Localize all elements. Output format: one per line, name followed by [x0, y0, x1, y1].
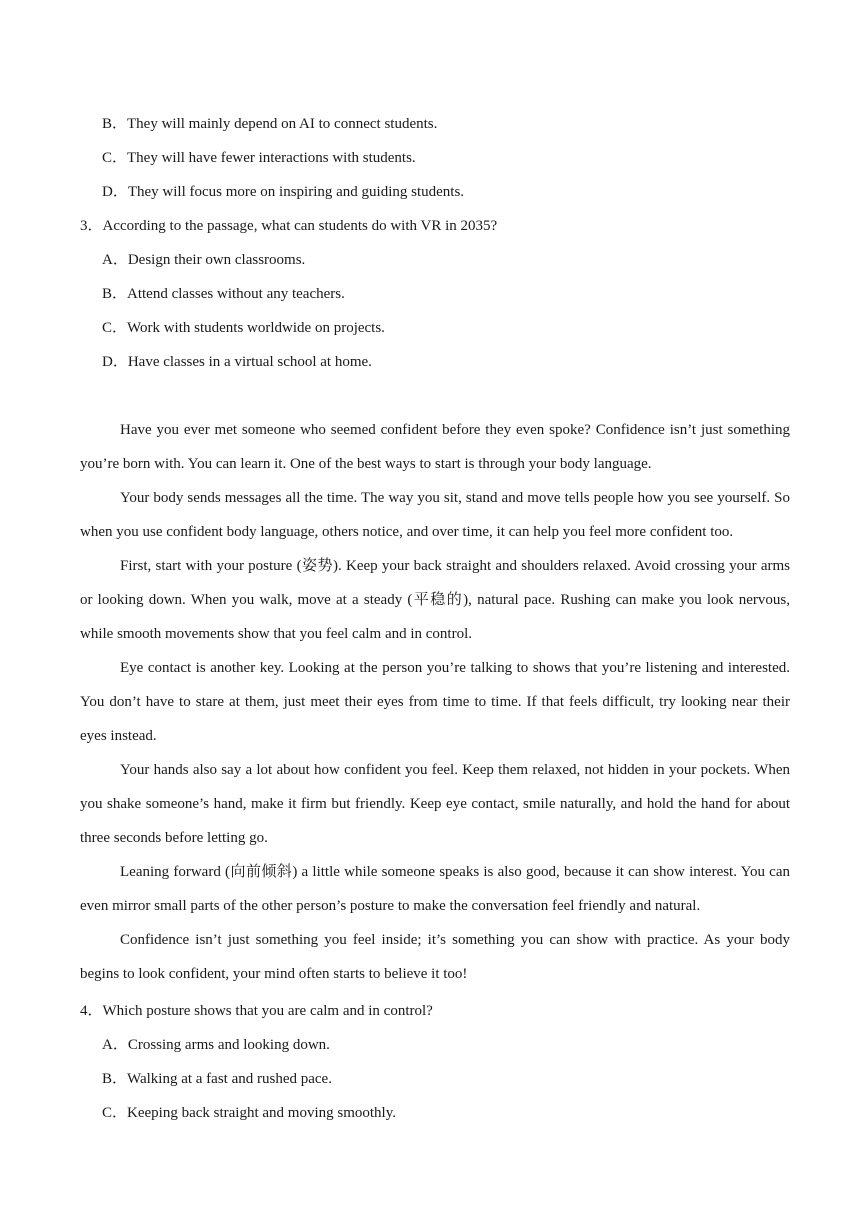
q3-option-a: A．Design their own classrooms.	[102, 252, 306, 268]
passage-paragraph-1: Have you ever met someone who seemed confident before they even spoke? Confidence isn’t just something you’re born with. You can learn it. One of the best ways to start is through your body language.	[80, 422, 790, 472]
q4-option-c: C．Keeping back straight and moving smoothly.	[102, 1105, 396, 1121]
passage-paragraph-4: Eye contact is another key. Looking at the person you’re talking to shows that you’re listening and interested. You don’t have to stare at them, just meet their eyes from time to time. If that feels difficult, try looking near their eyes instead.	[80, 660, 790, 744]
q3-option-b: B．Attend classes without any teachers.	[102, 286, 345, 302]
passage-paragraph-5: Your hands also say a lot about how confident you feel. Keep them relaxed, not hidden in your pockets. When you shake someone’s hand, make it firm but friendly. Keep eye contact, smile naturally, and hold the hand for about three seconds before letting go.	[80, 762, 790, 846]
passage-paragraph-6: Leaning forward (向前倾斜) a little while someone speaks is also good, because it can show interest. You can even mirror small parts of the other person’s posture to make the conversation feel friendly and natural.	[80, 864, 790, 914]
passage-paragraph-3: First, start with your posture (姿势). Keep your back straight and shoulders relaxed. Avoid crossing your arms or looking down. When you walk, move at a steady (平稳的), natural pace. Rushing can make you look nervous, while smooth movements show that you feel calm and in control.	[80, 558, 790, 642]
q4-option-a: A．Crossing arms and looking down.	[102, 1037, 330, 1053]
q3-question: 3．According to the passage, what can students do with VR in 2035?	[80, 218, 498, 234]
q2-option-b: B．They will mainly depend on AI to connect students.	[102, 116, 438, 132]
q2-option-d: D．They will focus more on inspiring and guiding students.	[102, 184, 465, 200]
q2-option-c: C．They will have fewer interactions with students.	[102, 150, 416, 166]
passage-paragraph-2: Your body sends messages all the time. The way you sit, stand and move tells people how you see yourself. So when you use confident body language, others notice, and over time, it can help you feel more confident too.	[80, 490, 790, 540]
q4-option-b: B．Walking at a fast and rushed pace.	[102, 1071, 332, 1087]
q4-question: 4．Which posture shows that you are calm and in control?	[80, 1003, 433, 1019]
q3-option-d: D．Have classes in a virtual school at home.	[102, 354, 372, 370]
q3-option-c: C．Work with students worldwide on projects.	[102, 320, 385, 336]
passage-paragraph-7: Confidence isn’t just something you feel inside; it’s something you can show with practice. As your body begins to look confident, your mind often starts to believe it too!	[80, 932, 790, 982]
